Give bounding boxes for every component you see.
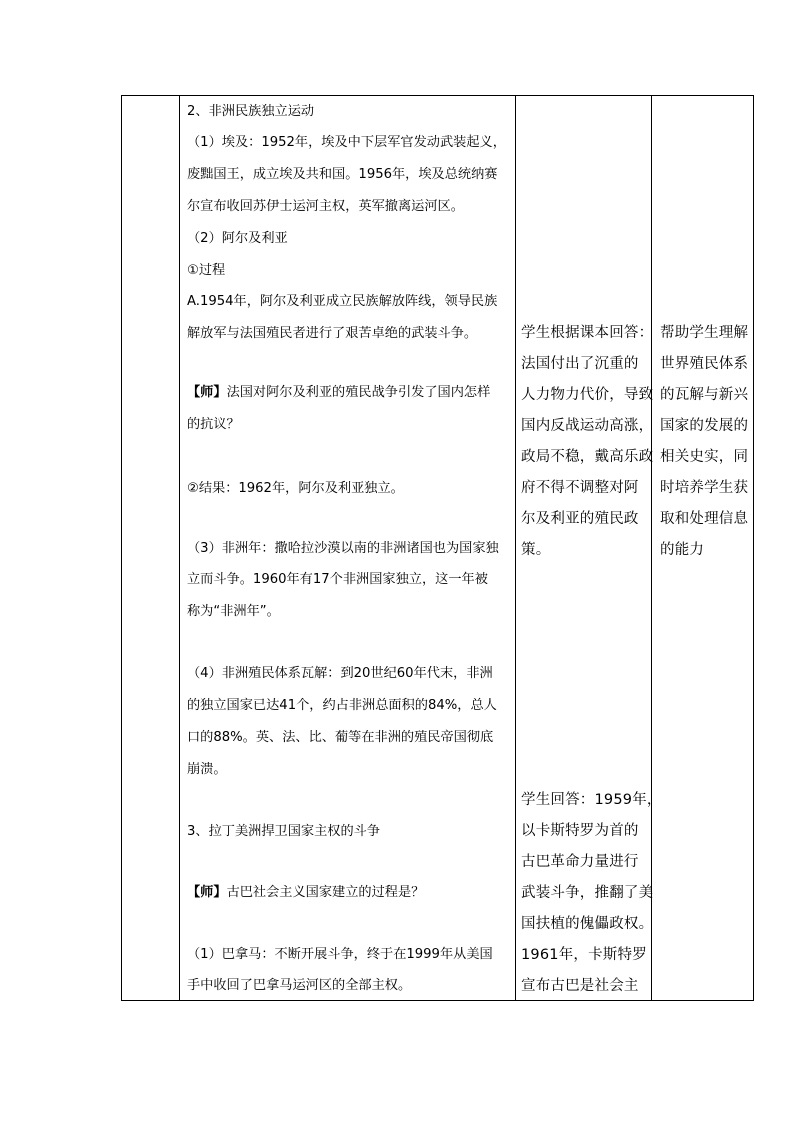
student-line: 国扶植的傀儡政权。: [521, 916, 654, 932]
text-line: （2）阿尔及利亚: [187, 231, 288, 246]
teacher-question: [187, 886, 424, 899]
student-line: 宣布古巴是社会主: [521, 978, 639, 994]
student-line: 古巴革命力量进行: [521, 854, 639, 870]
intent-line: 的能力: [660, 542, 705, 558]
student-line: 法国付出了沉重的: [521, 356, 639, 372]
question-text: 古巴社会主义国家建立的过程是？: [226, 885, 425, 900]
student-line: 以卡斯特罗为首的: [521, 823, 639, 839]
text-line: 口的88%。英、法、比、葡等在非洲的殖民帝国彻底: [187, 730, 494, 745]
student-line: 政局不稳，戴高乐政: [521, 449, 654, 465]
student-line: 尔及利亚的殖民政: [521, 511, 639, 527]
intent-line: 国家的发展的: [660, 418, 749, 434]
student-activity-column: [521, 96, 662, 1000]
text-line: （3）非洲年：撒哈拉沙漠以南的非洲诸国也为国家独: [187, 541, 499, 556]
column-divider: [651, 96, 652, 1000]
text-line: ②结果：1962年，阿尔及利亚独立。: [187, 481, 404, 496]
student-line: 策。: [521, 542, 551, 558]
teacher-question: [187, 386, 490, 399]
text-line: 崩溃。: [187, 762, 227, 777]
text-line: 的抗议？: [187, 417, 240, 432]
design-intent-column: [655, 96, 752, 1000]
student-line: 府不得不调整对阿: [521, 480, 639, 496]
text-line: 的独立国家已达41个，约占非洲总面积的84%，总人: [187, 698, 497, 713]
student-line: 1961年，卡斯特罗: [521, 947, 647, 963]
section-heading: 2、非洲民族独立运动: [187, 104, 315, 119]
intent-line: 世界殖民体系: [660, 356, 749, 372]
student-line: 武装斗争，推翻了美: [521, 885, 654, 901]
student-line: 国内反战运动高涨，: [521, 418, 654, 434]
student-line: 人力物力代价，导致: [521, 387, 654, 403]
text-line: ①过程: [187, 263, 226, 278]
text-line: 解放军与法国殖民者进行了艰苦卓绝的武装斗争。: [187, 326, 478, 341]
text-line: 手中收回了巴拿马运河区的全部主权。: [187, 978, 412, 993]
teacher-marker: 【师】: [187, 885, 227, 900]
intent-line: 相关史实，同: [660, 449, 749, 465]
intent-line: 取和处理信息: [660, 511, 749, 527]
lesson-table: [121, 95, 754, 1001]
text-line: （4）非洲殖民体系瓦解：到20世纪60年代末，非洲: [187, 666, 493, 681]
column-divider: [515, 96, 516, 1000]
intent-line: 帮助学生理解: [660, 325, 749, 341]
text-line: 废黜国王，成立埃及共和国。1956年，埃及总统纳赛: [187, 167, 498, 182]
teacher-marker: 【师】: [187, 385, 227, 400]
text-line: 称为“非洲年”。: [187, 604, 280, 619]
text-line: （1）巴拿马：不断开展斗争，终于在1999年从美国: [187, 947, 493, 962]
section-heading: 3、拉丁美洲捍卫国家主权的斗争: [187, 824, 381, 839]
student-line: 学生回答：1959年，: [521, 792, 662, 808]
text-line: （1）埃及：1952年，埃及中下层军官发动武装起义，: [187, 135, 506, 150]
text-line: A.1954年，阿尔及利亚成立民族解放阵线，领导民族: [187, 294, 498, 309]
student-line: 学生根据课本回答：: [521, 325, 654, 341]
text-line: 立而斗争。1960年有17个非洲国家独立，这一年被: [187, 572, 488, 587]
text-line: 尔宣布收回苏伊士运河主权，英军撤离运河区。: [187, 199, 464, 214]
content-column: [180, 96, 514, 1000]
intent-line: 的瓦解与新兴: [660, 387, 749, 403]
intent-line: 时培养学生获: [660, 480, 749, 496]
question-text: 法国对阿尔及利亚的殖民战争引发了国内怎样: [226, 385, 491, 400]
